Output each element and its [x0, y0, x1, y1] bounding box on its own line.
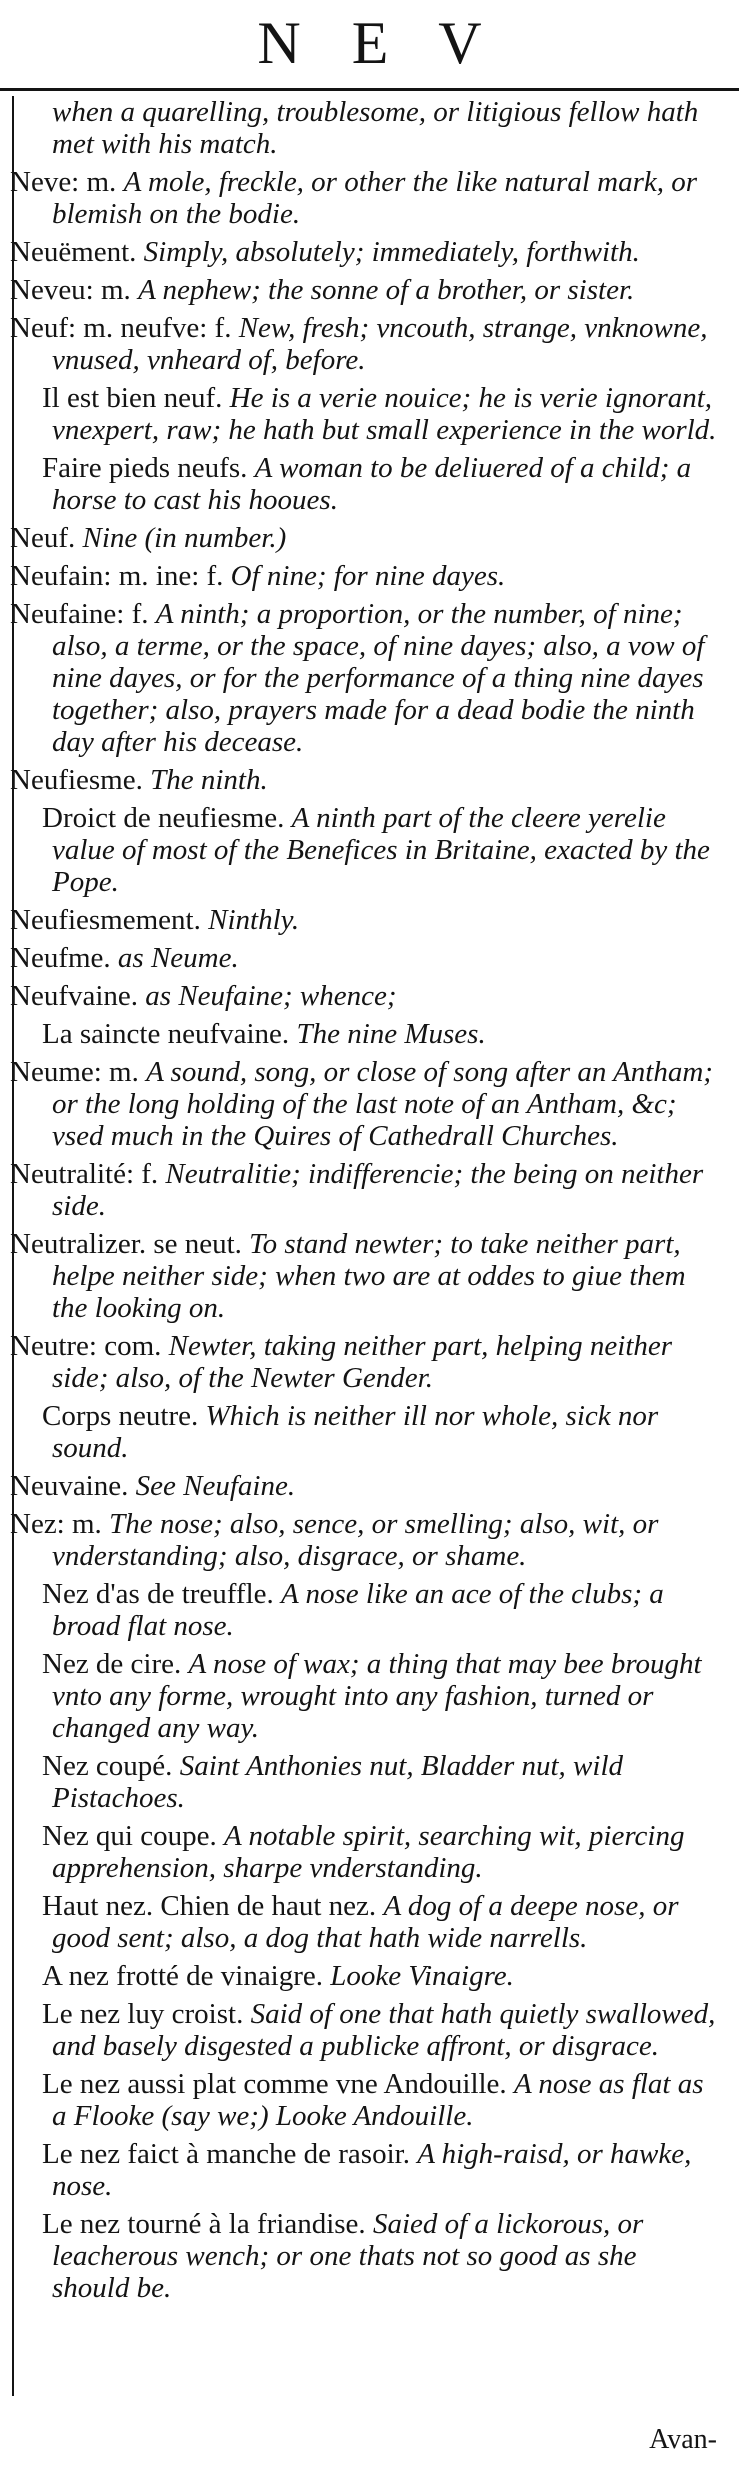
entry: Neufiesme. The ninth.	[10, 764, 268, 796]
entry: Neufaine: f. A ninth; a proportion, or the number, of nine; also, a terme, or the space, of nine dayes; also, a vow of nine dayes, or for the performance of a thing nine dayes together; also, prayers made for a dead bodie the ninth day after his decease.	[10, 598, 705, 758]
subentry: Le nez luy croist. Said of one that hath quietly swallowed, and basely disgested a publicke affront, or disgrace.	[42, 1998, 716, 2062]
subentry: Faire pieds neufs. A woman to be deliuered of a child; a horse to cast his hooues.	[42, 452, 692, 516]
subentry: Droict de neufiesme. A ninth part of the cleere yerelie value of most of the Benefices in Britaine, exacted by the Pope.	[42, 802, 710, 898]
entry: Neutralizer. se neut. To stand newter; to take neither part, helpe neither side; when two are at oddes to giue them the looking on.	[10, 1228, 686, 1324]
entry-continuation: when a quarelling, troublesome, or litigious fellow hath met with his match.	[52, 96, 699, 160]
header-rule	[0, 88, 739, 91]
subentry: Le nez aussi plat comme vne Andouille. A nose as flat as a Flooke (say we;) Looke Andouille.	[42, 2068, 704, 2132]
entry: Neutre: com. Newter, taking neither part, helping neither side; also, of the Newter Gender.	[10, 1330, 673, 1394]
subentry: Le nez faict à manche de rasoir. A high-raisd, or hawke, nose.	[42, 2138, 692, 2202]
subentry: Le nez tourné à la friandise. Saied of a lickorous, or leacherous wench; or one thats not so good as she should be.	[42, 2208, 644, 2304]
entry: Neuvaine. See Neufaine.	[10, 1470, 296, 1502]
entry: Nez: m. The nose; also, sence, or smelling; also, wit, or vnderstanding; also, disgrace, or shame.	[10, 1508, 659, 1572]
subentry: A nez frotté de vinaigre. Looke Vinaigre.	[42, 1960, 514, 1992]
entry: Neume: m. A sound, song, or close of song after an Antham; or the long holding of the last note of an Antham, &c; vsed much in the Quires of Cathedrall Churches.	[10, 1056, 713, 1152]
entry: Neuf. Nine (in number.)	[10, 522, 287, 554]
entry: Neufvaine. as Neufaine; whence;	[10, 980, 397, 1012]
entry: Neuëment. Simply, absolutely; immediately, forthwith.	[10, 236, 640, 268]
page-header: N E V	[257, 10, 500, 76]
subentry: Nez de cire. A nose of wax; a thing that may bee brought vnto any forme, wrought into any fashion, turned or changed any way.	[42, 1648, 702, 1744]
entry: Neuf: m. neufve: f. New, fresh; vncouth, strange, vnknowne, vnused, vnheard of, before.	[10, 312, 708, 376]
entry: Neveu: m. A nephew; the sonne of a brother, or sister.	[10, 274, 635, 306]
entry: Neve: m. A mole, freckle, or other the like natural mark, or blemish on the bodie.	[10, 166, 698, 230]
catchword: Avan-	[649, 2424, 717, 2455]
subentry: Corps neutre. Which is neither ill nor whole, sick nor sound.	[42, 1400, 659, 1464]
subentry: Il est bien neuf. He is a verie nouice; he is verie ignorant, vnexpert, raw; he hath but small experience in the world.	[42, 382, 717, 446]
subentry: Haut nez. Chien de haut nez. A dog of a deepe nose, or good sent; also, a dog that hath wide narrells.	[42, 1890, 679, 1954]
subentry: Nez d'as de treuffle. A nose like an ace of the clubs; a broad flat nose.	[42, 1578, 664, 1642]
entries-column	[0, 96, 720, 2310]
entry: Neufain: m. ine: f. Of nine; for nine dayes.	[10, 560, 506, 592]
subentry: Nez qui coupe. A notable spirit, searching wit, piercing apprehension, sharpe vnderstanding.	[42, 1820, 685, 1884]
entry: Neutralité: f. Neutralitie; indifferencie; the being on neither side.	[10, 1158, 704, 1222]
subentry: La saincte neufvaine. The nine Muses.	[42, 1018, 486, 1050]
subentry: Nez coupé. Saint Anthonies nut, Bladder nut, wild Pistachoes.	[42, 1750, 624, 1814]
entry: Neufiesmement. Ninthly.	[10, 904, 300, 936]
entry: Neufme. as Neume.	[10, 942, 239, 974]
